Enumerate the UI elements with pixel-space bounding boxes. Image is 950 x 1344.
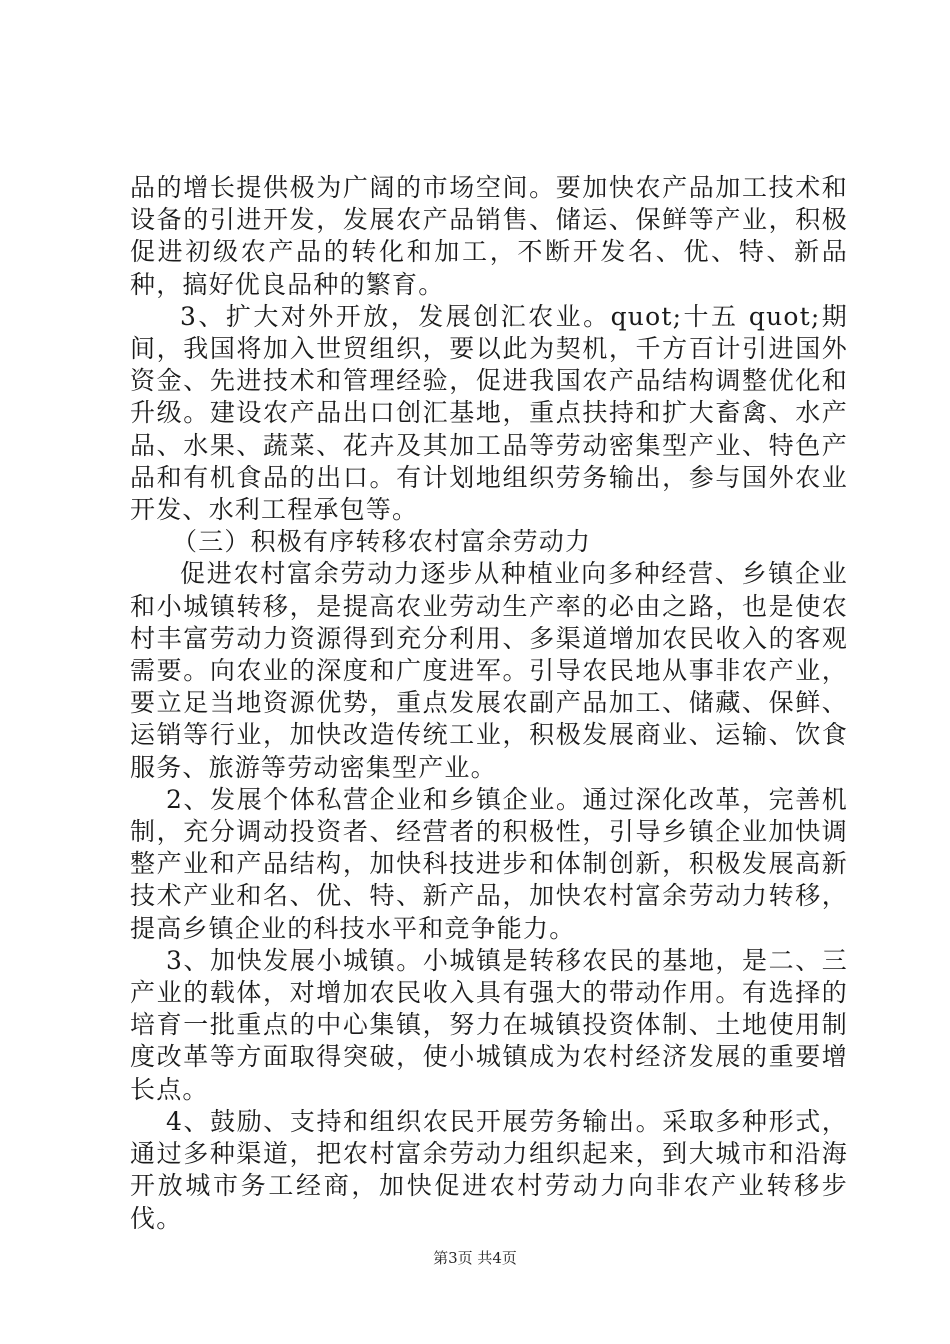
paragraph-item-3-export-agriculture: 3、扩大对外开放，发展创汇农业。quot;十五 quot;期间，我国将加入世贸组织，要以此为契机，千方百计引进国外资金、先进技术和管理经验，促进我国农产品结构调整优化和升级。建设农产品出口创汇基地，重点扶持和扩大畜禽、水产品、水果、蔬菜、花卉及其加工品等劳动密集型产业、特色产品和有机食品的出口。有计划地组织劳务输出，参与国外农业开发、水利工程承包等。 (130, 301, 848, 525)
document-body (130, 172, 848, 1235)
paragraph-continuation: 品的增长提供极为广阔的市场空间。要加快农产品加工技术和设备的引进开发，发展农产品销售、储运、保鲜等产业，积极促进初级农产品的转化和加工，不断开发名、优、特、新品种，搞好优良品种的繁育。 (130, 173, 848, 299)
section-heading-3: （三）积极有序转移农村富余劳动力 (172, 527, 592, 557)
page-footer: 第3页 共4页 (433, 1249, 517, 1267)
paragraph-item-4-labor-export: 4、鼓励、支持和组织农民开展劳务输出。采取多种形式，通过多种渠道，把农村富余劳动力组织起来，到大城市和沿海开放城市务工经商，加快促进农村劳动力向非农产业转移步伐。 (130, 1106, 848, 1233)
paragraph-item-2-township-enterprises: 2、发展个体私营企业和乡镇企业。通过深化改革，完善机制，充分调动投资者、经营者的积极性，引导乡镇企业加快调整产业和产品结构，加快科技进步和体制创新，积极发展高新技术产业和名、优、特、新产品，加快农村富余劳动力转移，提高乡镇企业的科技水平和竞争能力。 (130, 784, 848, 943)
paragraph-labor-transfer: 促进农村富余劳动力逐步从种植业向多种经营、乡镇企业和小城镇转移，是提高农业劳动生产率的必由之路，也是使农村丰富劳动力资源得到充分利用、多渠道增加农民收入的客观需要。向农业的深度和广度进军。引导农民地从事非农产业，要立足当地资源优势，重点发展农副产品加工、储藏、保鲜、运销等行业，加快改造传统工业，积极发展商业、运输、饮食服务、旅游等劳动密集型产业。 (130, 559, 848, 782)
paragraph-item-3-small-towns: 3、加快发展小城镇。小城镇是转移农民的基地，是二、三产业的载体，对增加农民收入具有强大的带动作用。有选择的培育一批重点的中心集镇，努力在城镇投资体制、土地使用制度改革等方面取得突破，使小城镇成为农村经济发展的重要增长点。 (130, 945, 848, 1104)
